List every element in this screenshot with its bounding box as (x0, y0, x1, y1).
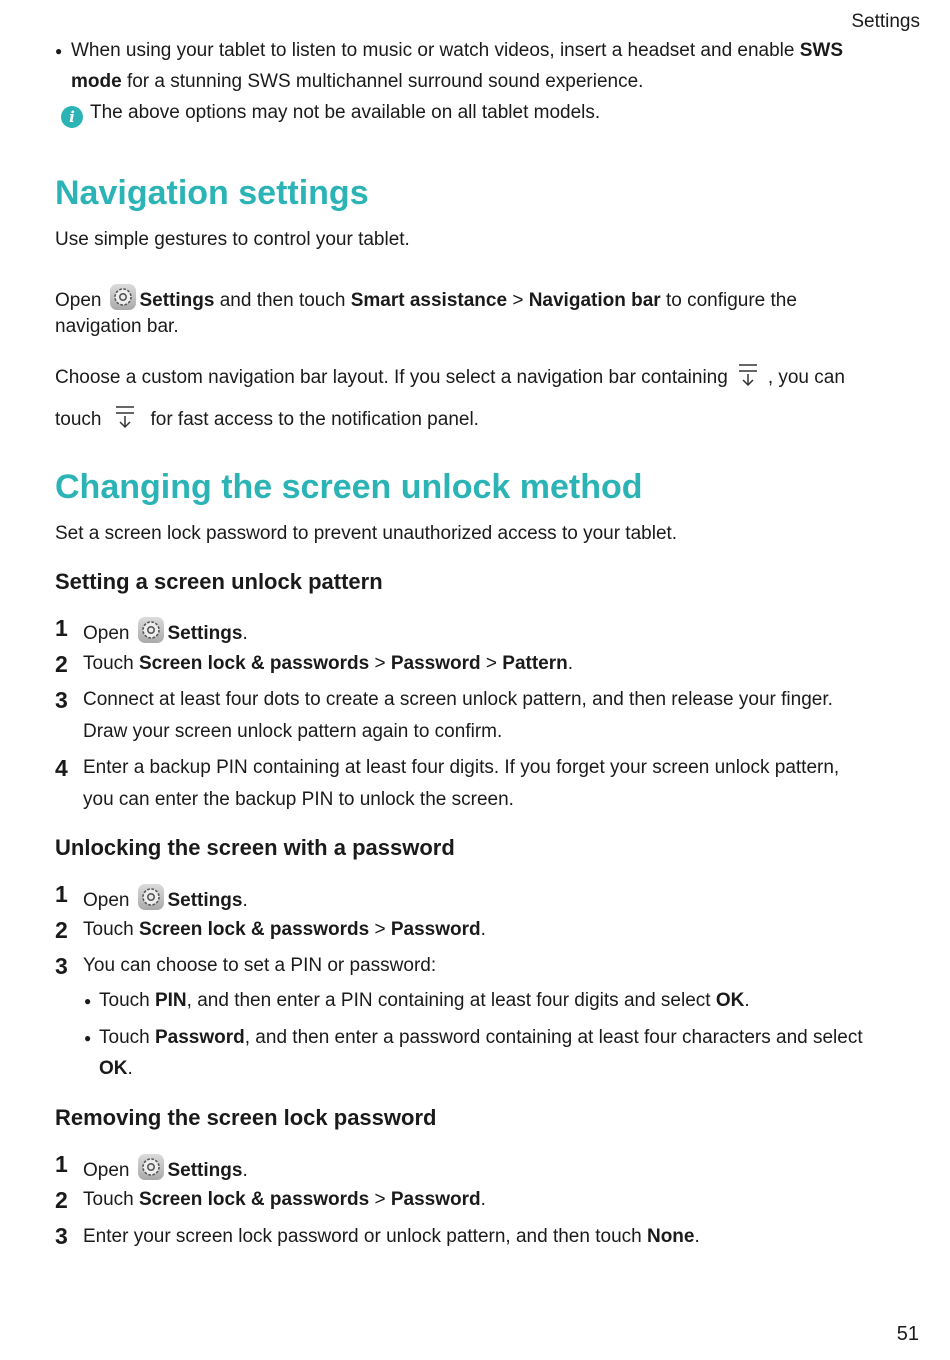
notification-swipe-icon (737, 363, 759, 393)
pattern-step-4-line-2: you can enter the backup PIN to unlock the screen. (83, 789, 514, 810)
step-number: 3 (55, 687, 68, 713)
step-number: 3 (55, 953, 68, 979)
nav-paragraph-3: touch for fast access to the notification panel. (55, 405, 479, 435)
pattern-step-1: Open Settings. (83, 617, 248, 645)
subsection-title-pattern: Setting a screen unlock pattern (55, 569, 383, 594)
remove-step-2: Touch Screen lock & passwords > Password. (83, 1189, 486, 1210)
notification-swipe-icon (114, 405, 136, 435)
nav-paragraph-1: Open Settings and then touch Smart assistance > Navigation bar to configure the (55, 284, 797, 312)
section-title-unlock: Changing the screen unlock method (55, 468, 643, 506)
bullet-dot: ● (84, 1031, 92, 1045)
step-number: 2 (55, 651, 68, 677)
remove-step-3: Enter your screen lock password or unlock pattern, and then touch None. (83, 1226, 700, 1247)
nav-paragraph-2: Choose a custom navigation bar layout. If you select a navigation bar containing , you can (55, 363, 845, 393)
step-number: 2 (55, 917, 68, 943)
nav-intro: Use simple gestures to control your tablet. (55, 229, 410, 250)
pattern-step-4-line-1: Enter a backup PIN containing at least four digits. If you forget your screen unlock pattern, (83, 757, 840, 778)
step-number: 2 (55, 1187, 68, 1213)
password-step-2: Touch Screen lock & passwords > Password. (83, 919, 486, 940)
step-number: 4 (55, 755, 68, 781)
settings-gear-icon (138, 884, 164, 910)
note-text: The above options may not be available on all tablet models. (90, 102, 601, 123)
running-header: Settings (851, 11, 920, 32)
password-bullet-pin: Touch PIN, and then enter a PIN containing at least four digits and select OK. (99, 990, 750, 1011)
subsection-title-password: Unlocking the screen with a password (55, 835, 455, 860)
bullet-dot: ● (55, 44, 63, 58)
section-title-navigation: Navigation settings (55, 174, 369, 212)
settings-gear-icon (110, 284, 136, 310)
password-step-1: Open Settings. (83, 884, 248, 912)
settings-gear-icon (138, 1154, 164, 1180)
nav-paragraph-1-cont: navigation bar. (55, 316, 179, 337)
page-number: 51 (896, 1323, 919, 1345)
step-number: 3 (55, 1223, 68, 1249)
subsection-title-remove: Removing the screen lock password (55, 1105, 437, 1130)
password-bullet-password-cont: OK. (99, 1058, 133, 1079)
password-step-3: You can choose to set a PIN or password: (83, 955, 437, 976)
password-bullet-password: Touch Password, and then enter a password containing at least four characters and select (99, 1027, 863, 1048)
step-number: 1 (55, 1151, 68, 1177)
sws-line-1: When using your tablet to listen to music or watch videos, insert a headset and enable SWS (71, 40, 844, 61)
step-number: 1 (55, 615, 68, 641)
pattern-step-3-line-1: Connect at least four dots to create a screen unlock pattern, and then release your finger. (83, 689, 833, 710)
remove-step-1: Open Settings. (83, 1154, 248, 1182)
bullet-dot: ● (84, 994, 92, 1008)
pattern-step-3-line-2: Draw your screen unlock pattern again to confirm. (83, 721, 503, 742)
settings-gear-icon (138, 617, 164, 643)
pattern-step-2: Touch Screen lock & passwords > Password > Pattern. (83, 653, 574, 674)
unlock-intro: Set a screen lock password to prevent unauthorized access to your tablet. (55, 523, 678, 544)
step-number: 1 (55, 881, 68, 907)
info-icon: i (61, 106, 83, 128)
sws-line-2: mode for a stunning SWS multichannel surround sound experience. (71, 71, 644, 92)
